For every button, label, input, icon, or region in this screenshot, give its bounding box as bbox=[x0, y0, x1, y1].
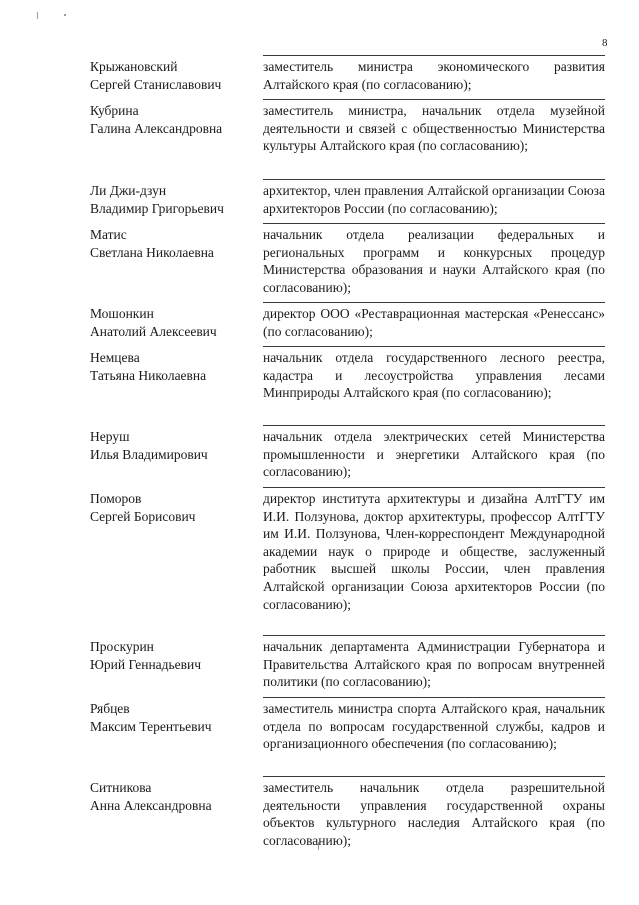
member-given-names: Галина Александровна bbox=[90, 120, 223, 136]
member-given-names: Светлана Николаевна bbox=[90, 244, 214, 260]
page-number: 8 bbox=[602, 37, 608, 49]
member-surname: Поморов bbox=[90, 491, 142, 506]
member-entry bbox=[90, 347, 605, 425]
member-entry bbox=[90, 303, 605, 346]
member-surname: Крыжановский bbox=[90, 59, 178, 74]
commission-member-list bbox=[90, 55, 605, 855]
member-given-names: Сергей Борисович bbox=[90, 508, 196, 524]
member-surname: Ли Джи-дзун bbox=[90, 183, 167, 198]
member-name bbox=[90, 488, 263, 525]
member-name bbox=[90, 100, 263, 137]
member-entry bbox=[90, 698, 605, 776]
member-name bbox=[90, 698, 263, 735]
member-position: начальник департамента Администрации Губернатора и Правительства Алтайского края по вопросам внутренней политики (по согласованию); bbox=[263, 639, 605, 690]
member-entry bbox=[90, 180, 605, 223]
member-position: директор института архитектуры и дизайна АлтГТУ им И.И. Ползунова, доктор архитектуры, профессор АлтГТУ им И.И. Ползунова, Член-корреспондент Международной академии наук о природе и обществе, заслуженный работник высшей школы России, член правления Алтайской организации Союза архитекторов России (по согласованию); bbox=[263, 491, 605, 612]
member-given-names: Юрий Геннадьевич bbox=[90, 656, 202, 672]
member-name bbox=[90, 56, 263, 93]
member-given-names: Сергей Станиславович bbox=[90, 76, 222, 92]
member-given-names: Анна Александровна bbox=[90, 797, 212, 813]
member-entry bbox=[90, 224, 605, 302]
member-position: заместитель начальник отдела разрешительной деятельности управления государственной охраны объектов культурного наследия Алтайского края (по согласованию); bbox=[263, 780, 605, 848]
member-position: начальник отдела государственного лесного реестра, кадастра и лесоустройства управления лесами Минприроды Алтайского края (по согласованию); bbox=[263, 350, 605, 401]
member-name bbox=[90, 636, 263, 673]
member-given-names: Татьяна Николаевна bbox=[90, 367, 207, 383]
member-surname: Мошонкин bbox=[90, 306, 154, 321]
member-surname: Проскурин bbox=[90, 639, 154, 654]
member-entry bbox=[90, 777, 605, 855]
member-name bbox=[90, 180, 263, 217]
member-given-names: Максим Терентьевич bbox=[90, 718, 212, 734]
member-name bbox=[90, 777, 263, 814]
member-position: заместитель министра экономического развития Алтайского края (по согласованию); bbox=[263, 59, 605, 92]
scan-speck bbox=[64, 14, 66, 16]
member-position: архитектор, член правления Алтайской организации Союза архитекторов России (по согласованию); bbox=[263, 183, 606, 216]
member-surname: Матис bbox=[90, 227, 127, 242]
member-given-names: Анатолий Алексеевич bbox=[90, 323, 217, 339]
member-name bbox=[90, 347, 263, 384]
scan-speck bbox=[37, 12, 38, 19]
member-name bbox=[90, 303, 263, 340]
member-entry bbox=[90, 56, 605, 99]
member-name bbox=[90, 224, 263, 261]
member-position: директор ООО «Реставрационная мастерская «Ренессанс» (по согласованию); bbox=[263, 306, 605, 339]
member-position: начальник отдела электрических сетей Министерства промышленности и энергетики Алтайского края (по согласованию); bbox=[263, 429, 605, 480]
member-position: заместитель министра, начальник отдела музейной деятельности и связей с общественностью Министерства культуры Алтайского края (по согласованию); bbox=[263, 103, 605, 154]
member-entry bbox=[90, 488, 605, 635]
member-entry bbox=[90, 636, 605, 697]
member-surname: Неруш bbox=[90, 429, 130, 444]
member-given-names: Владимир Григорьевич bbox=[90, 200, 224, 216]
member-surname: Ситникова bbox=[90, 780, 152, 795]
member-entry bbox=[90, 426, 605, 487]
member-position: заместитель министра спорта Алтайского края, начальник отдела по вопросам государственной службы, кадров и организационного обеспечения (по согласованию); bbox=[263, 701, 605, 752]
member-surname: Рябцев bbox=[90, 701, 130, 716]
member-entry bbox=[90, 100, 605, 179]
member-position: начальник отдела реализации федеральных и региональных программ и конкурсных процедур Министерства образования и науки Алтайского края (по согласованию); bbox=[263, 227, 605, 295]
member-surname: Немцева bbox=[90, 350, 140, 365]
member-given-names: Илья Владимирович bbox=[90, 446, 208, 462]
member-surname: Кубрина bbox=[90, 103, 139, 118]
member-name bbox=[90, 426, 263, 463]
